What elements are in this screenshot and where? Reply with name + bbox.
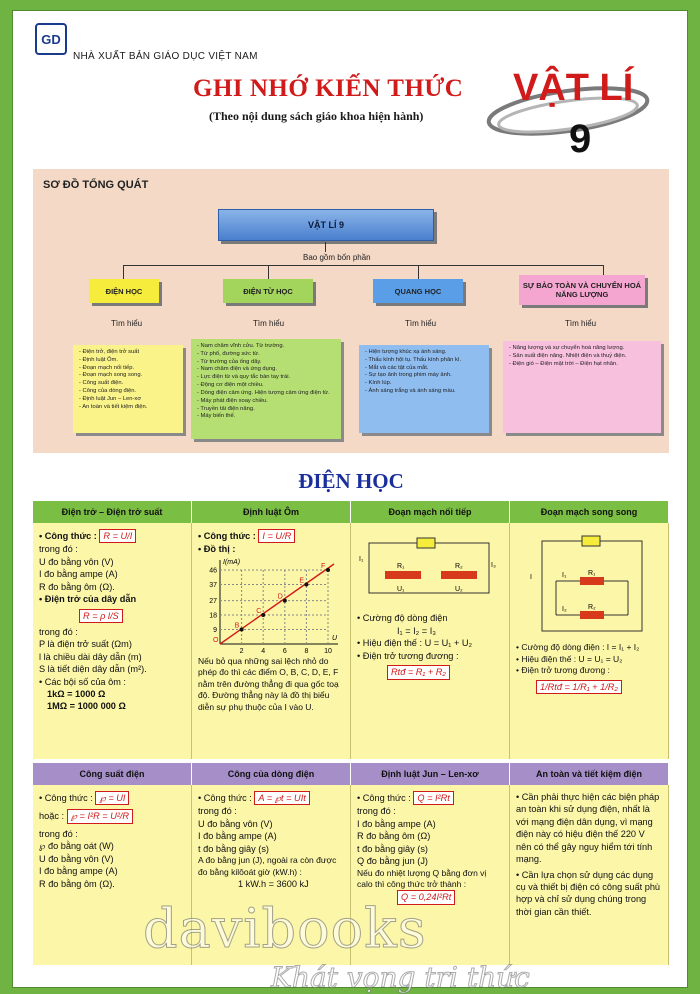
list-item: - Ánh sáng trắng và ánh sáng màu. (365, 388, 456, 395)
cell-an-toan (510, 785, 669, 965)
cell-dien-tro (33, 523, 192, 759)
label: • Điện trở của dây dẫn (39, 594, 137, 605)
overview-diagram (33, 169, 669, 453)
text: • Điện trở tương đương : (357, 650, 459, 661)
data-point (261, 613, 265, 617)
detail-bao-toan (503, 341, 661, 433)
page-subtitle: (Theo nội dung sách giáo khoa hiện hành) (209, 109, 424, 123)
label-tim-hieu: Tìm hiểu (111, 319, 143, 328)
u2-label: U₂ (455, 586, 463, 593)
connector (325, 242, 326, 252)
text: R đo bằng ôm (Ω) (357, 831, 431, 842)
list-item: - Truyền tải điện năng. (197, 405, 255, 412)
data-point (326, 568, 330, 572)
list-item: - Dòng điện cảm ứng. Hiện tượng cảm ứng điện từ. (197, 389, 330, 396)
point-label: O (213, 636, 219, 644)
branch-dien-tu-hoc: ĐIỆN TỪ HỌC (223, 279, 313, 303)
list-item: - Kính lúp. (365, 380, 392, 387)
label-tim-hieu: Tìm hiểu (405, 319, 437, 328)
formula-i: I = U/R (258, 529, 295, 543)
label-tim-hieu: Tìm hiểu (565, 319, 597, 328)
label: • Công thức : (357, 793, 411, 803)
data-point (304, 582, 308, 586)
grade-number: 9 (569, 117, 592, 161)
label: hoặc : (39, 811, 65, 822)
head-cong-dong-dien: Công của dòng điện (192, 763, 351, 785)
formula-r: R = U/I (99, 529, 136, 543)
detail-dien-tu-hoc (191, 339, 341, 439)
formula-q: Q = I²Rt (413, 791, 453, 805)
text: • Cần phải thực hiện các biện pháp an toàn khi sử dụng điện, nhất là với mạng điện dân dụng, vì mạng điện này có hiệu điện thế 220 V nên có thể gây nguy hiểm tới tính mạng. (516, 792, 660, 865)
root-node: VẬT LÍ 9 (218, 209, 434, 241)
i2-label: I₂ (562, 606, 567, 613)
text: I đo bằng ampe (A) (198, 831, 277, 842)
text: Nếu đo nhiệt lượng Q bằng đơn vị calo thì công thức trở thành : (357, 867, 487, 889)
list-item: - Điện trở, điện trở suất (79, 349, 140, 355)
list-item: - Nam châm điện và ứng dụng. (197, 366, 277, 373)
head-cong-suat: Công suất điện (33, 763, 192, 785)
list-item: - Hiện tượng khúc xạ ánh sáng. (365, 349, 447, 355)
i3-label: I₃ (491, 562, 496, 569)
list-item: - An toàn và tiết kiệm điện. (79, 403, 148, 410)
text: U đo bằng vôn (V) (39, 853, 114, 864)
list-item: - Công suất điện. (79, 380, 124, 387)
text: ℘ đo bằng oát (W) (39, 841, 114, 852)
text: • Cường độ dòng điện : I = I₁ + I₂ (516, 642, 640, 653)
y-tick-label: 9 (213, 626, 217, 634)
y-tick-label: 27 (209, 597, 217, 605)
text: Ρ là điện trở suất (Ωm) (39, 639, 132, 650)
branch-dien-hoc: ĐIỆN HỌC (89, 279, 159, 303)
point-label: C (256, 607, 262, 615)
list-item: - Máy biến thế. (197, 413, 236, 420)
text: • Hiệu điện thế : U = U₁ + U₂ (357, 638, 473, 649)
text: U đo bằng vôn (V) (39, 556, 114, 567)
cell-song-song (510, 523, 669, 759)
head-song-song: Đoạn mạch song song (510, 501, 669, 523)
cell-dinh-luat-om (192, 523, 351, 759)
r2-label: R₂ (455, 563, 463, 570)
text: l là chiều dài dây dẫn (m) (39, 651, 142, 662)
text: • Cường độ dòng điện (357, 613, 448, 624)
list-item: - Máy phát điện xoay chiều. (197, 397, 268, 404)
text: S là tiết diện dây dẫn (m²). (39, 664, 147, 675)
overview-title: SƠ ĐỒ TỔNG QUÁT (43, 179, 149, 191)
section-title: ĐIỆN HỌC (298, 469, 404, 493)
x-tick-label: 6 (282, 647, 287, 655)
list-item: - Sự tạo ảnh trong phim máy ảnh. (365, 372, 452, 379)
head-noi-tiep: Đoạn mạch nối tiếp (351, 501, 510, 523)
data-point (283, 598, 287, 602)
head-dien-tro: Điện trở – Điện trở suất (33, 501, 192, 523)
root-caption: Bao gồm bốn phần (303, 253, 371, 262)
head-jun-lenxo: Định luật Jun – Len-xơ (351, 763, 510, 785)
text: trong đó : (39, 544, 78, 555)
point-label: F (321, 562, 326, 570)
list-item: - Nam châm vĩnh cửu. Từ trường. (197, 343, 285, 349)
branch-quang-hoc: QUANG HỌC (373, 279, 463, 303)
list-item: - Năng lượng và sự chuyển hoá năng lượng. (509, 345, 625, 351)
label: • Công thức : (198, 531, 256, 541)
list-item: - Đoạn mạch song song. (79, 372, 143, 379)
text: 1kΩ = 1000 Ω (47, 689, 106, 700)
formula-p: ℘ = UI (95, 791, 129, 805)
label: • Đồ thị : (198, 544, 236, 555)
detail-dien-hoc (73, 345, 183, 433)
text: • Điện trở tương đương : (516, 665, 610, 676)
data-line (220, 564, 334, 644)
list-item: - Công của dòng điện. (79, 388, 137, 395)
label: • Công thức : (39, 531, 97, 541)
publisher-logo: GD (35, 23, 67, 55)
point-label: E (299, 577, 305, 585)
formula-rtd: Rtđ = R₁ + R₂ (387, 665, 450, 679)
u1-label: U₁ (397, 586, 405, 593)
y-tick-label: 46 (209, 567, 217, 575)
data-point (240, 627, 244, 631)
branch-bao-toan: SỰ BẢO TOÀN VÀ CHUYỂN HOÁ NĂNG LƯỢNG (519, 275, 645, 305)
list-item: - Từ phổ, đường sức từ. (197, 350, 260, 357)
parallel-circuit (516, 529, 662, 639)
text: trong đó : (39, 626, 78, 637)
point-label: B (234, 622, 240, 630)
list-item: - Định luật Jun – Len-xơ (79, 395, 142, 402)
list-item: - Định luật Ôm. (79, 356, 118, 363)
label: • Công thức : (39, 793, 93, 803)
r1-label: R₁ (588, 570, 596, 577)
y-tick-label: 37 (209, 581, 217, 589)
list-item: - Từ trường của ống dây. (197, 358, 262, 365)
list-item: - Điện gió – Điện mặt trời – Điện hạt nhân. (509, 360, 618, 367)
text: Q đo bằng jun (J) (357, 856, 428, 867)
series-circuit (357, 529, 503, 609)
list-item: - Lực điện từ và quy tắc bàn tay trái. (197, 374, 291, 381)
formula-rho: R = ρ l/S (79, 609, 123, 623)
text: trong đó : (39, 828, 78, 839)
formula-text: I₁ = I₂ = I₃ (397, 625, 437, 636)
text: t đo bằng giây (s) (357, 843, 428, 854)
formula-parallel: 1/Rtđ = 1/R₁ + 1/R₂ (536, 680, 622, 694)
formula-a: A = ℘t = UIt (254, 791, 309, 805)
publisher-name: NHÀ XUẤT BẢN GIÁO DỤC VIỆT NAM (73, 51, 258, 62)
label: • Công thức : (198, 793, 252, 803)
x-tick-label: 4 (261, 647, 266, 655)
page-title: GHI NHỚ KIẾN THỨC (193, 75, 464, 102)
detail-quang-hoc (359, 345, 489, 433)
text: 1 kW.h = 3600 kJ (238, 879, 309, 890)
text: Nếu bỏ qua những sai lệch nhỏ do phép đo thì các điểm O, B, C, D, E, F nằm trên đường thẳng đi qua gốc toạ độ. Đường thẳng này là đồ thị biểu diễn sự phụ thuộc của I vào U. (198, 655, 339, 712)
formula-p2: ℘ = I²R = U²/R (67, 809, 133, 823)
label-tim-hieu: Tìm hiểu (253, 319, 285, 328)
r2-label: R₂ (588, 604, 596, 611)
text: • Các bội số của ôm : (39, 676, 126, 687)
cell-noi-tiep (351, 523, 510, 759)
i1-label: I₁ (562, 572, 567, 579)
ohm-graph (198, 556, 344, 656)
formula-q-calo: Q = 0,24I²Rt (397, 890, 455, 904)
text: • Cần lựa chọn sử dụng các dụng cụ và thiết bị điện có công suất phù hợp và chỉ sử dụng chúng trong thời gian cần thiết. (516, 869, 661, 917)
list-item: - Mắt và các tật của mắt. (365, 364, 429, 371)
list-item: - Sản xuất điện năng. Nhiệt điện và thuỷ điện. (509, 352, 627, 359)
y-axis-label: I(mA) (223, 558, 241, 566)
y-tick-label: 18 (209, 612, 217, 620)
point-label: D (277, 593, 283, 601)
text: R đo bằng ôm (Ω). (39, 878, 115, 889)
list-item: - Thấu kính hội tụ. Thấu kính phân kì. (365, 356, 462, 363)
text: U đo bằng vôn (V) (198, 818, 273, 829)
connector (123, 265, 124, 279)
text: trong đó : (198, 806, 237, 817)
connector (268, 265, 269, 279)
x-tick-label: 2 (239, 647, 244, 655)
text: I đo bằng ampe (A) (39, 569, 118, 580)
text: I đo bằng ampe (A) (357, 818, 436, 829)
text: R đo bằng ôm (Ω). (39, 581, 115, 592)
list-item: - Đoạn mạch nối tiếp. (79, 364, 135, 371)
text: A đo bằng jun (J), ngoài ra còn được đo bằng kilôoát giờ (kW.h) : (198, 855, 337, 877)
text: 1MΩ = 1000 000 Ω (47, 701, 126, 712)
watermark-slogan: Khát vọng tri thức (271, 961, 530, 994)
i1-label: I₁ (359, 556, 364, 563)
x-axis-label: U (332, 634, 338, 642)
list-item: - Động cơ điện một chiều. (197, 382, 264, 389)
head-dinh-luat-om: Định luật Ôm (192, 501, 351, 523)
text: • Hiệu điện thế : U = U₁ = U₂ (516, 653, 623, 664)
i-label: I (530, 574, 532, 581)
connector (123, 265, 603, 266)
watermark-brand: davibooks (143, 897, 427, 960)
text: I đo bằng ampe (A) (39, 866, 118, 877)
poster-sheet (12, 10, 688, 994)
text: trong đó : (357, 806, 396, 817)
subject-title: VẬT LÍ (513, 67, 634, 109)
head-an-toan: An toàn và tiết kiệm điện (510, 763, 669, 785)
x-tick-label: 8 (304, 647, 309, 655)
r1-label: R₁ (397, 563, 405, 570)
connector (418, 265, 419, 279)
x-tick-label: 10 (324, 647, 332, 655)
text: t đo bằng giây (s) (198, 843, 269, 854)
